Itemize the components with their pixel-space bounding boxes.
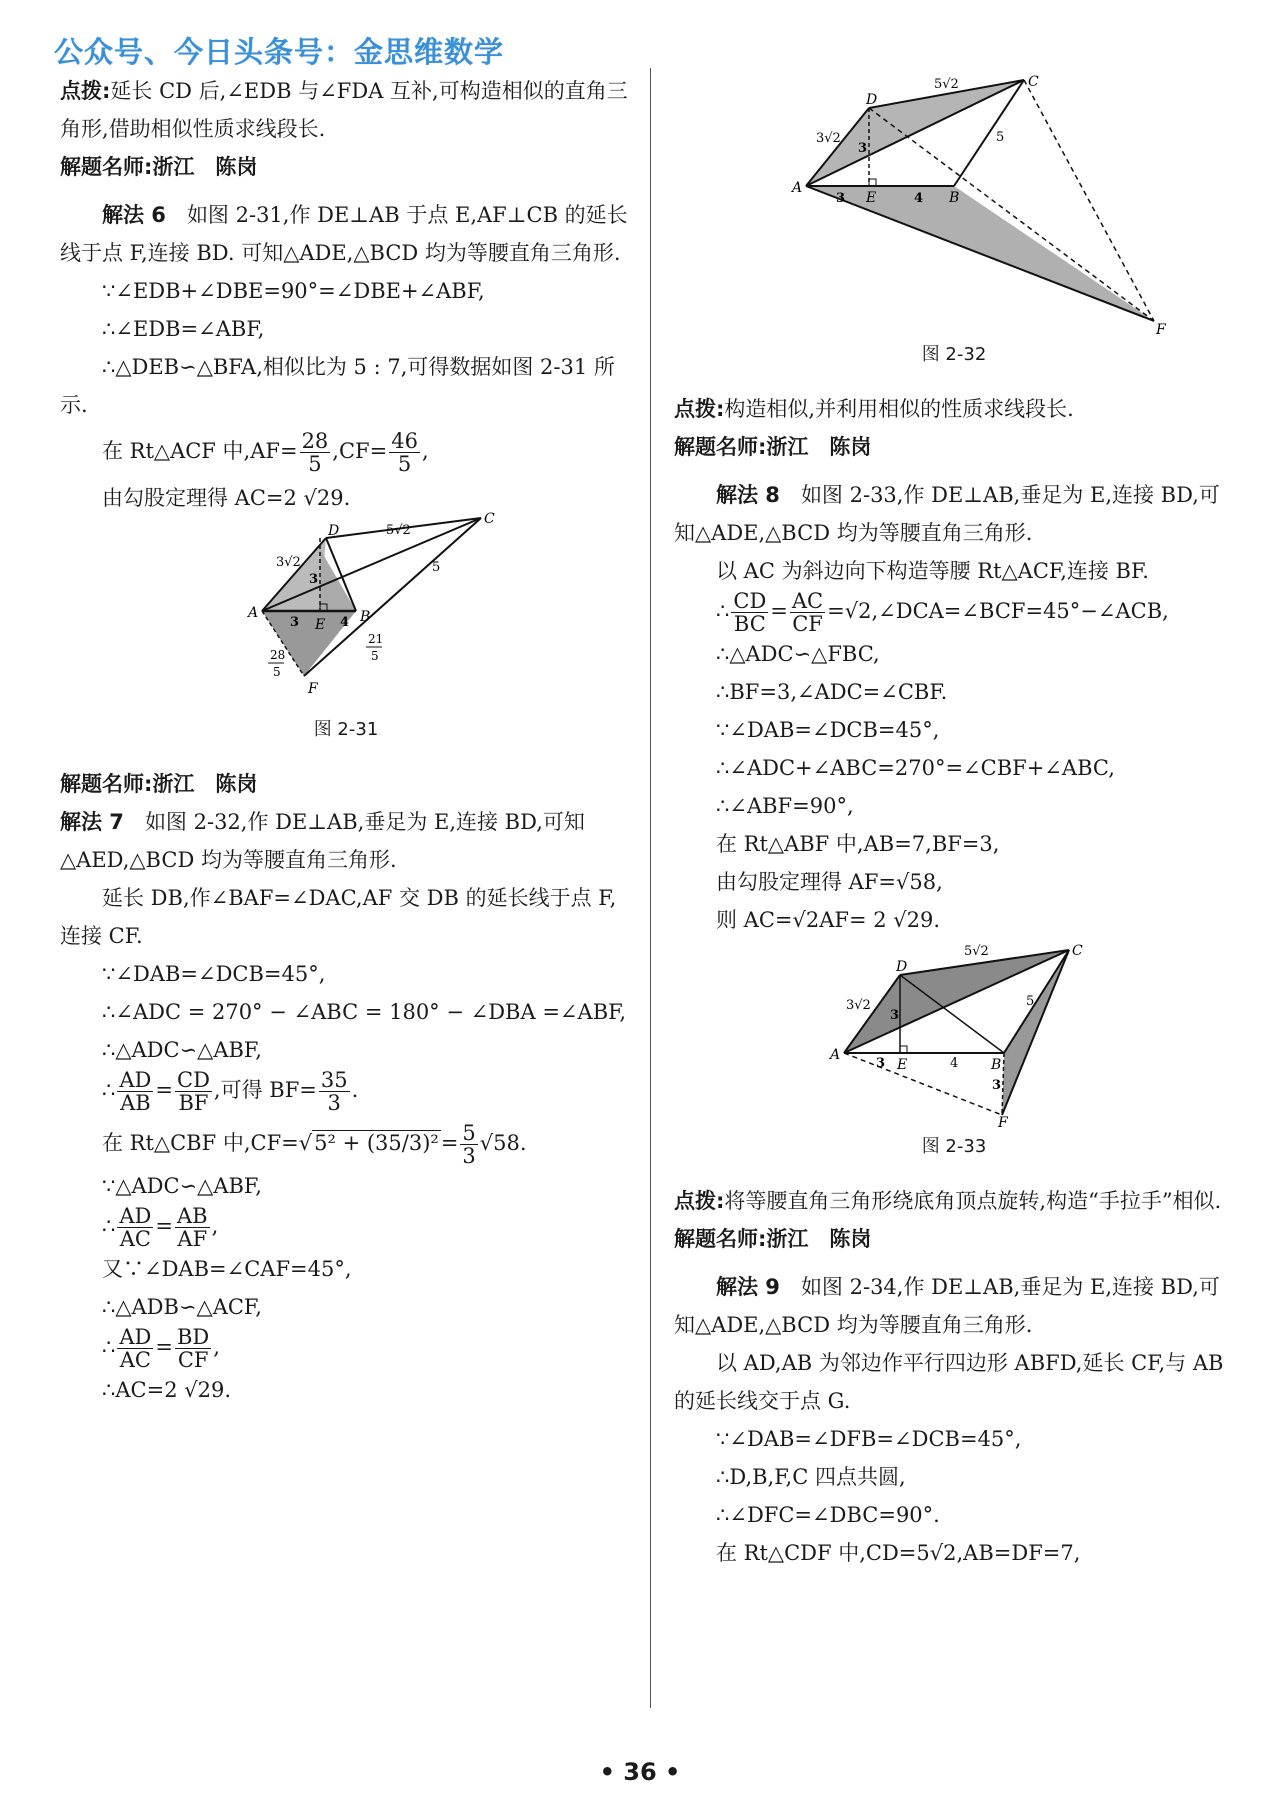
fraction: $\frac{CD}{BF}$ <box>177 1068 210 1115</box>
svg-text:3: 3 <box>876 1056 886 1071</box>
svg-text:28: 28 <box>270 648 286 662</box>
svg-text:3: 3 <box>836 191 846 206</box>
sol7-line: ∴ $\frac{AD}{AC}$ = $\frac{BD}{CF}$ , <box>102 1325 220 1372</box>
svg-text:3: 3 <box>992 1078 1002 1093</box>
figure-2-31 <box>196 511 496 711</box>
svg-text:D: D <box>866 92 878 108</box>
sol9-line: ∴∠DFC=∠DBC=90°. <box>716 1503 940 1527</box>
svg-text:5: 5 <box>996 130 1005 145</box>
sol8-line: 以 AC 为斜边向下构造等腰 Rt△ACF,连接 BF. <box>716 559 1149 583</box>
svg-text:5: 5 <box>432 560 441 575</box>
sol6-line: 在 Rt△ACF 中,AF= $\frac{28}{5}$ ,CF= $\frac{46}{5}$ , <box>102 429 429 476</box>
sol7-line: 在 Rt△CBF 中,CF=√5² + (35/3)²= $\frac{5}{3}$ √58. <box>102 1121 527 1168</box>
svg-text:E: E <box>866 190 877 206</box>
left-column <box>60 72 632 1409</box>
figure-caption: 图 2-33 <box>921 1136 987 1157</box>
svg-text:E: E <box>897 1057 908 1073</box>
sol6-line: 由勾股定理得 AC=2 √29. <box>102 486 351 510</box>
svg-text:A: A <box>830 1047 841 1063</box>
svg-text:5: 5 <box>1026 994 1035 1009</box>
fraction: $\frac{BD}{CF}$ <box>177 1325 210 1372</box>
solution-7-intro: 解法 7 如图 2-32,作 DE⊥AB,垂足为 E,连接 BD,可知△AED,△BCD 均为等腰直角三角形. <box>60 810 585 872</box>
fraction: $\frac{AC}{CF}$ <box>791 589 824 636</box>
svg-text:4: 4 <box>340 615 350 630</box>
svg-text:3: 3 <box>290 615 300 630</box>
svg-text:A: A <box>248 605 259 621</box>
svg-text:5√2: 5√2 <box>386 523 411 538</box>
right-column <box>674 72 1234 1572</box>
fraction: $\frac{AD}{AC}$ <box>119 1325 152 1372</box>
sol8-line: 由勾股定理得 AF=√58, <box>716 870 943 894</box>
solution-6-intro: 解法 6 如图 2-31,作 DE⊥AB 于点 E,AF⊥CB 的延长线于点 F,连接 BD. 可知△ADE,△BCD 均为等腰直角三角形. <box>60 203 628 265</box>
hint-2: 点拨:构造相似,并利用相似的性质求线段长. <box>674 397 1074 421</box>
sol6-line: ∵∠EDB+∠DBE=90°=∠DBE+∠ABF, <box>102 279 485 303</box>
svg-text:4: 4 <box>950 1056 959 1071</box>
figure-caption: 图 2-32 <box>921 344 987 365</box>
sol7-line: ∴AC=2 √29. <box>102 1378 232 1402</box>
sol7-line: 延长 DB,作∠BAF=∠DAC,AF 交 DB 的延长线于点 F,连接 CF. <box>60 886 617 948</box>
svg-text:21: 21 <box>368 632 384 646</box>
hint-3: 点拨:将等腰直角三角形绕底角顶点旋转,构造“手拉手”相似. <box>674 1189 1222 1213</box>
svg-text:3√2: 3√2 <box>846 998 871 1013</box>
fraction: $\frac{AD}{AC}$ <box>119 1204 152 1251</box>
fraction: $\frac{28}{5}$ <box>301 429 329 476</box>
fraction: $\frac{35}{3}$ <box>320 1068 348 1115</box>
sol6-line: ∴∠EDB=∠ABF, <box>102 317 265 341</box>
svg-text:B: B <box>991 1057 1002 1073</box>
sol9-line: ∵∠DAB=∠DFB=∠DCB=45°, <box>716 1427 1022 1451</box>
svg-text:F: F <box>1156 322 1166 338</box>
sol8-line: 则 AC=√2AF= 2 √29. <box>716 908 941 932</box>
sol8-line: ∴∠ADC+∠ABC=270°=∠CBF+∠ABC, <box>716 756 1115 780</box>
svg-text:B: B <box>360 609 371 625</box>
sol8-line: ∴△ADC∽△FBC, <box>716 642 880 666</box>
teacher-3: 解题名师:浙江 陈岗 <box>674 435 872 459</box>
svg-text:C: C <box>484 511 495 527</box>
watermark: 公众号、今日头条号：金思维数学 <box>54 35 505 69</box>
svg-text:5: 5 <box>371 649 379 663</box>
svg-text:F: F <box>308 681 318 697</box>
sol7-line: ∴ $\frac{AD}{AB}$ = $\frac{CD}{BF}$ ,可得 BF= $\frac{35}{3}$ . <box>102 1068 359 1115</box>
teacher-2: 解题名师:浙江 陈岗 <box>60 772 258 796</box>
fraction: $\frac{46}{5}$ <box>391 429 418 476</box>
sol8-line: ∴BF=3,∠ADC=∠CBF. <box>716 680 948 704</box>
sol7-line: 又∵∠DAB=∠CAF=45°, <box>102 1257 352 1281</box>
svg-text:3√2: 3√2 <box>816 131 841 146</box>
page-number: • 36 • <box>599 1758 681 1786</box>
teacher-4: 解题名师:浙江 陈岗 <box>674 1227 872 1251</box>
fraction: $\frac{AB}{AF}$ <box>177 1204 208 1251</box>
fraction: $\frac{5}{3}$ <box>462 1121 476 1168</box>
svg-text:A: A <box>792 180 803 196</box>
figure-2-33 <box>804 943 1104 1131</box>
svg-text:5: 5 <box>273 665 281 679</box>
sol7-line: ∴∠ADC = 270° − ∠ABC = 180° − ∠DBA =∠ABF, <box>102 1000 627 1024</box>
svg-text:5√2: 5√2 <box>934 77 959 92</box>
sol7-line: ∵△ADC∽△ABF, <box>102 1174 262 1198</box>
svg-text:D: D <box>328 523 340 539</box>
sol6-line: ∴△DEB∽△BFA,相似比为 5 : 7,可得数据如图 2-31 所示. <box>60 355 615 417</box>
sol7-line: ∵∠DAB=∠DCB=45°, <box>102 962 326 986</box>
sol8-line: ∴∠ABF=90°, <box>716 794 854 818</box>
sol8-line: 在 Rt△ABF 中,AB=7,BF=3, <box>716 832 1000 856</box>
sol9-line: 以 AD,AB 为邻边作平行四边形 ABFD,延长 CF,与 AB 的延长线交于点 G. <box>674 1351 1224 1413</box>
svg-text:C: C <box>1072 943 1083 959</box>
solution-8-intro: 解法 8 如图 2-33,作 DE⊥AB,垂足为 E,连接 BD,可知△ADE,△BCD 均为等腰直角三角形. <box>674 483 1220 545</box>
sol9-line: ∴D,B,F,C 四点共圆, <box>716 1465 906 1489</box>
sol9-line: 在 Rt△CDF 中,CD=5√2,AB=DF=7, <box>716 1541 1081 1565</box>
sol8-line: ∵∠DAB=∠DCB=45°, <box>716 718 940 742</box>
figure-2-32 <box>744 76 1164 336</box>
sol7-line: ∴△ADC∽△ABF, <box>102 1038 262 1062</box>
sol8-line: ∴ $\frac{CD}{BC}$ = $\frac{AC}{CF}$ =√2,∠DCA=∠BCF=45°−∠ACB, <box>716 589 1169 636</box>
hint-1: 点拨:延长 CD 后,∠EDB 与∠FDA 互补,可构造相似的直角三角形,借助相似性质求线段长. <box>60 79 628 141</box>
svg-text:3: 3 <box>858 141 868 156</box>
solution-9-intro: 解法 9 如图 2-34,作 DE⊥AB,垂足为 E,连接 BD,可知△ADE,△BCD 均为等腰直角三角形. <box>674 1275 1220 1337</box>
svg-text:E: E <box>315 617 326 633</box>
teacher-1: 解题名师:浙江 陈岗 <box>60 155 258 179</box>
fraction: $\frac{CD}{BC}$ <box>733 589 767 636</box>
shaded-region-deb <box>320 549 356 611</box>
svg-text:C: C <box>1028 74 1039 90</box>
svg-text:5√2: 5√2 <box>964 944 989 959</box>
sol7-line: ∴ $\frac{AD}{AC}$ = $\frac{AB}{AF}$ , <box>102 1204 219 1251</box>
svg-text:B: B <box>949 190 960 206</box>
fraction: $\frac{AD}{AB}$ <box>119 1068 152 1115</box>
svg-text:3: 3 <box>309 572 319 587</box>
svg-text:4: 4 <box>914 191 924 206</box>
sol7-line: ∴△ADB∽△ACF, <box>102 1295 262 1319</box>
svg-text:D: D <box>896 959 908 975</box>
column-divider <box>650 68 651 1708</box>
svg-text:F: F <box>998 1115 1008 1131</box>
svg-text:3: 3 <box>890 1008 900 1023</box>
svg-text:3√2: 3√2 <box>276 555 301 570</box>
figure-caption: 图 2-31 <box>313 719 379 740</box>
